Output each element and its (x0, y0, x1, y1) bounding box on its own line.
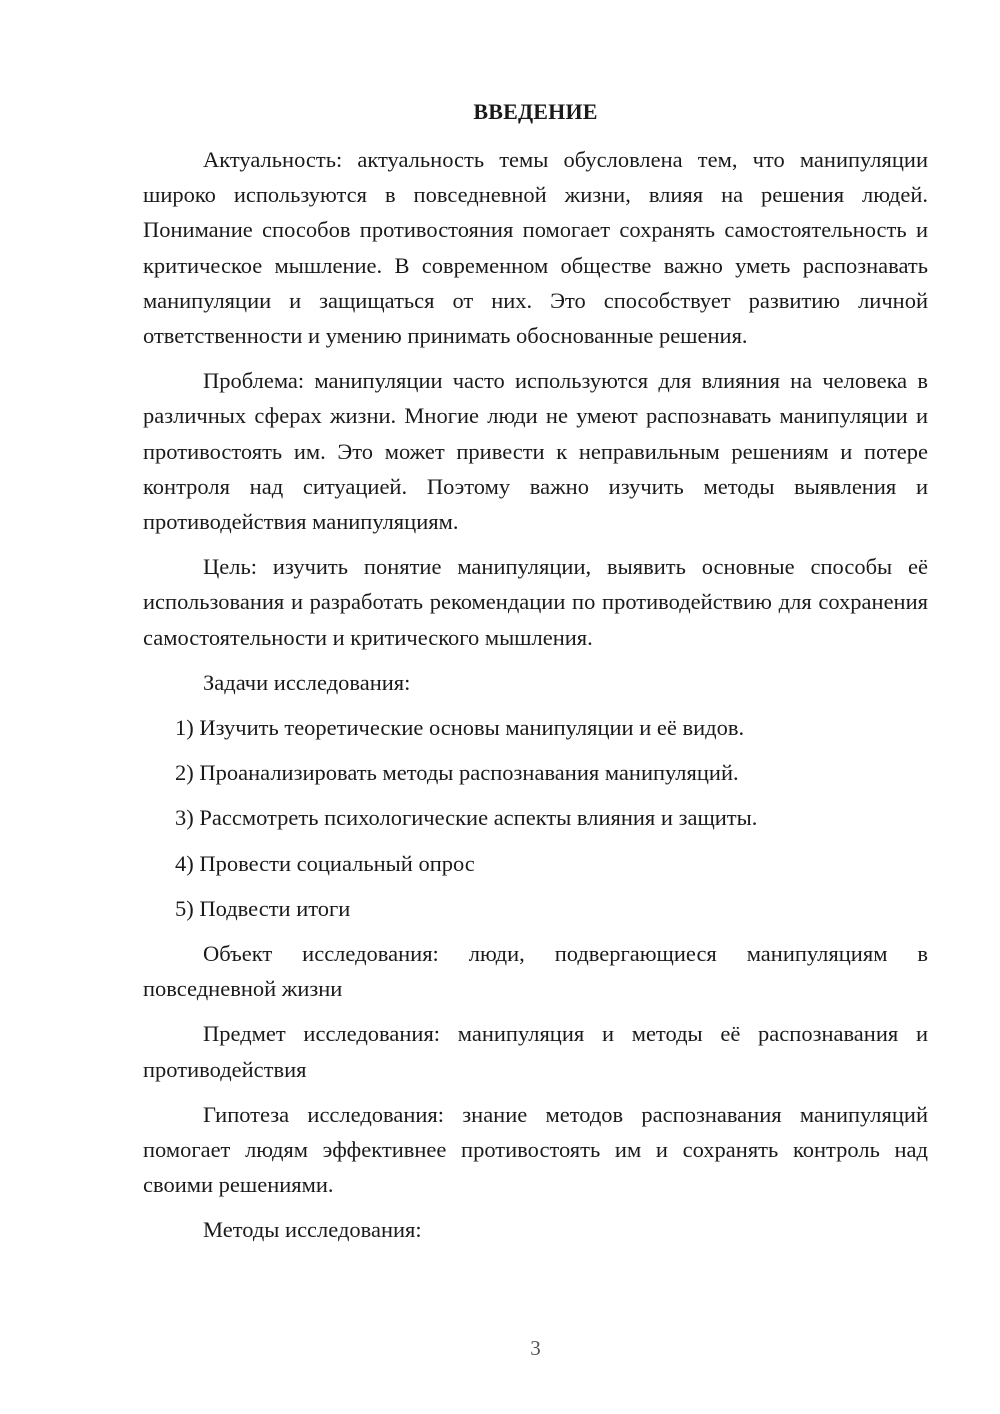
paragraph-hypothesis: Гипотеза исследования: знание методов распознавания манипуляций помогает людям эффективнее противостоять им и сохранять контроль над своими решениями. (143, 1101, 928, 1198)
list-item: 3) Рассмотреть психологические аспекты влияния и защиты. (175, 805, 758, 831)
page-title: ВВЕДЕНИЕ (473, 99, 598, 124)
paragraph-relevance: Актуальность: актуальность темы обусловлена тем, что манипуляции широко используются в повседневной жизни, влияя на решения людей. Понимание способов противостояния помогает сохранять самостоятельность и критическое мышление. В современном обществе важно уметь распознавать манипуляции и защищаться от них. Это способствует развитию личной ответственности и умению принимать обоснованные решения. (143, 147, 928, 349)
tasks-heading: Задачи исследования: (203, 669, 411, 695)
list-item: 2) Проанализировать методы распознавания манипуляций. (175, 760, 739, 786)
list-item: 1) Изучить теоретические основы манипуляции и её видов. (175, 715, 745, 741)
page-number: 3 (530, 1336, 541, 1360)
document-page (143, 0, 928, 1414)
list-item: 5) Подвести итоги (175, 895, 351, 921)
list-item: 4) Провести социальный опрос (175, 850, 475, 876)
paragraph-subject: Предмет исследования: манипуляция и методы её распознавания и противодействия (143, 1021, 928, 1082)
tasks-list (143, 710, 928, 926)
methods-heading: Методы исследования: (203, 1217, 422, 1243)
document-body (143, 142, 928, 1258)
paragraph-object: Объект исследования: люди, подвергающиеся манипуляциям в повседневной жизни (143, 941, 928, 1002)
paragraph-goal: Цель: изучить понятие манипуляции, выявить основные способы её использования и разработать рекомендации по противодействию для сохранения самостоятельности и критического мышления. (143, 554, 928, 650)
paragraph-problem: Проблема: манипуляции часто используются для влияния на человека в различных сферах жизни. Многие люди не умеют распознавать манипуляции и противостоять им. Это может привести к неправильным решениям и потере контроля над ситуацией. Поэтому важно изучить методы выявления и противодействия манипуляциям. (143, 368, 928, 535)
